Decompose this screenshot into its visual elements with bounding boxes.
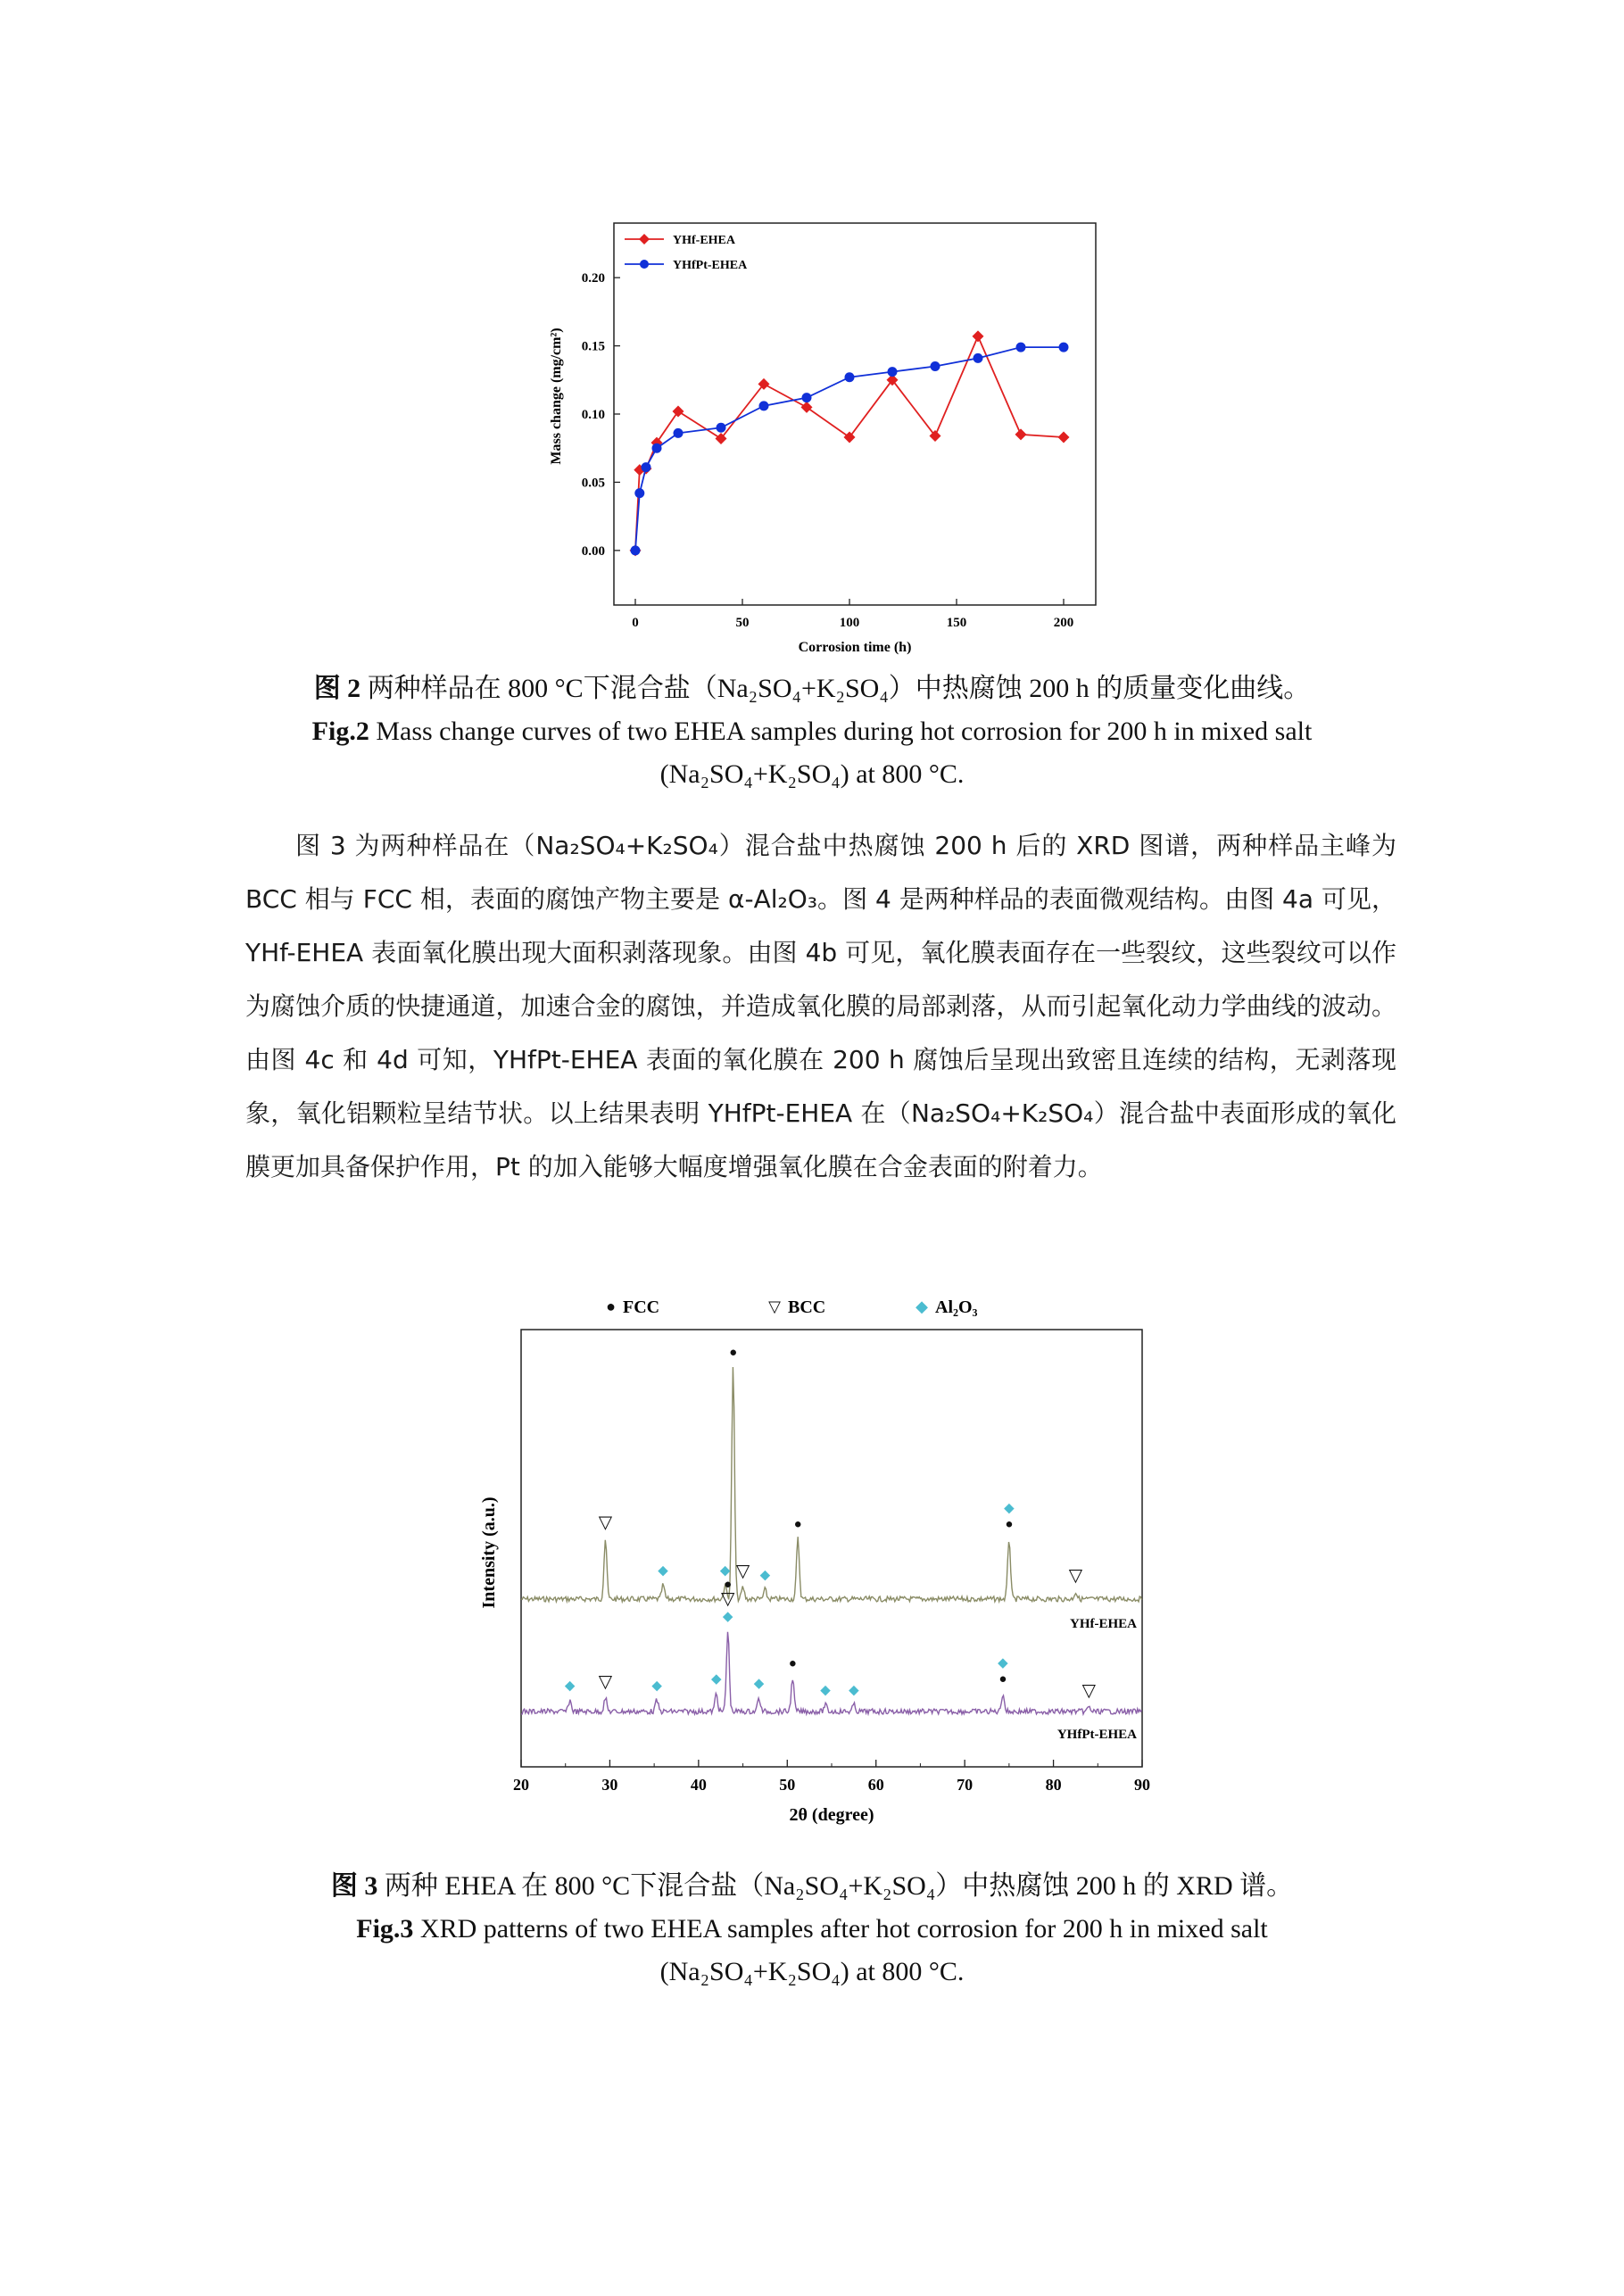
y-tick-label: 0.10: [581, 408, 605, 422]
data-point: [717, 423, 726, 433]
data-point: [642, 462, 651, 472]
phase-marker: ▽: [720, 1589, 735, 1609]
data-point: [1016, 343, 1026, 352]
x-tick-label: 50: [735, 616, 750, 630]
fig3-caption-en-line1: XRD patterns of two EHEA samples after hot corrosion for 200 h in mixed salt: [419, 1914, 1268, 1944]
x-tick-label: 30: [601, 1776, 618, 1794]
legend-label: Al₂O₃: [935, 1297, 978, 1317]
phase-marker: ▽: [1081, 1681, 1097, 1701]
xrd-chart: [464, 1285, 1178, 1856]
phase-marker: ◆: [849, 1683, 859, 1698]
data-point: [931, 361, 940, 371]
phase-marker: ◆: [710, 1672, 722, 1687]
data-point: [759, 401, 769, 410]
fig2-caption-cn-label: 图 2: [313, 674, 361, 703]
phase-marker: ▽: [598, 1672, 613, 1692]
data-point: [631, 545, 641, 555]
data-point: [673, 405, 684, 417]
legend-label: BCC: [788, 1297, 826, 1317]
data-point: [1058, 431, 1070, 443]
series-line: [635, 336, 1064, 551]
phase-marker: ▽: [735, 1562, 750, 1581]
body-paragraph: [245, 819, 1396, 1194]
y-axis-label: Mass change (mg/cm²): [549, 327, 564, 465]
data-point: [1015, 428, 1027, 440]
paragraph-text: 图 3 为两种样品在（Na₂SO₄+K₂SO₄）混合盐中热腐蚀 200 h 后的 XRD 图谱，两种样品主峰为 BCC 相与 FCC 相，表面的腐蚀产物主要是 α-Al₂O₃。图 4 是两种样品的表面微观结构。由图 4a 可见，YHf-EHEA 表面氧化膜出现大面积剥落现象。由图 4b 可见，氧化膜表面存在一些裂纹，这些裂纹可以作为腐蚀介质的快捷通道，加速合金的腐蚀，并造成氧化膜的局部剥落，从而引起氧化动力学曲线的波动。由图 4c 和 4d 可知，YHfPt-EHEA 表面的氧化膜在 200 h 腐蚀后呈现出致密且连续的结构，无剥落现象，氧化铝颗粒呈结节状。以上结果表明 YHfPt-EHEA 在（Na₂SO₄+K₂SO₄）混合盐中表面形成的氧化膜更加具备保护作用，Pt 的加入能够大幅度增强氧化膜在合金表面的附着力。: [245, 831, 1396, 1181]
x-tick-label: 100: [839, 616, 860, 630]
x-tick-label: 70: [957, 1776, 974, 1794]
fig3-caption-cn-label: 图 3: [330, 1871, 378, 1901]
phase-marker: ●: [793, 1517, 802, 1532]
phase-marker: ●: [724, 1578, 733, 1592]
legend-marker: [640, 260, 649, 269]
fig3-caption-cn-text: 两种 EHEA 在 800 °C下混合盐（Na₂SO₄+K₂SO₄）中热腐蚀 200 h 的 XRD 谱。: [384, 1871, 1294, 1901]
legend-label: YHf-EHEA: [673, 234, 735, 247]
y-tick-label: 0.00: [581, 543, 605, 559]
legend-marker: [639, 234, 650, 245]
phase-marker: ●: [729, 1346, 738, 1360]
phase-marker: ◆: [719, 1563, 731, 1579]
plot-frame: [614, 223, 1096, 605]
data-point: [974, 353, 983, 363]
data-point: [634, 488, 644, 498]
fig2-caption-cn: [0, 667, 1624, 710]
phase-marker: ◆: [658, 1563, 668, 1579]
data-point: [801, 402, 813, 413]
x-tick-label: 150: [946, 616, 967, 630]
data-point: [674, 428, 684, 438]
y-tick-label: 0.20: [581, 271, 605, 286]
mass-change-chart: [518, 205, 1124, 669]
phase-marker: ●: [998, 1672, 1007, 1687]
legend-symbol: ●: [606, 1297, 616, 1315]
phase-marker: ▽: [1068, 1566, 1083, 1587]
x-tick-label: 20: [513, 1776, 529, 1794]
phase-marker: ●: [1005, 1517, 1014, 1532]
phase-marker: ◆: [820, 1683, 831, 1698]
phase-marker: ◆: [722, 1610, 733, 1624]
data-point: [888, 367, 898, 377]
y-tick-label: 0.15: [581, 339, 605, 354]
fig2-caption-en-line1: Mass change curves of two EHEA samples during hot corrosion for 200 h in mixed salt: [376, 717, 1313, 746]
legend-label: FCC: [623, 1297, 660, 1317]
phase-marker: ◆: [753, 1677, 765, 1691]
x-tick-label: 40: [690, 1776, 707, 1794]
x-tick-label: 0: [632, 616, 639, 630]
pattern-label: YHf-EHEA: [1070, 1617, 1137, 1631]
plot-frame: [521, 1330, 1142, 1767]
phase-marker: ●: [788, 1656, 797, 1671]
phase-marker: ▽: [598, 1513, 613, 1533]
data-point: [845, 372, 855, 382]
x-tick-label: 60: [867, 1776, 884, 1794]
pattern-label: YHfPt-EHEA: [1056, 1728, 1137, 1742]
data-point: [802, 393, 812, 402]
data-point: [844, 431, 856, 443]
fig3-caption-en-line2: (Na₂SO₄+K₂SO₄) at 800 °C.: [659, 1957, 965, 1986]
data-point: [1059, 343, 1069, 352]
x-tick-label: 80: [1045, 1776, 1062, 1794]
fig2-caption-en: [0, 710, 1624, 753]
x-axis-label: Corrosion time (h): [798, 640, 912, 655]
x-tick-label: 90: [1134, 1776, 1150, 1794]
xrd-pattern: [521, 1367, 1142, 1602]
legend-label: YHfPt-EHEA: [673, 259, 748, 272]
fig3-caption-en: [0, 1908, 1624, 1951]
x-tick-label: 50: [779, 1776, 796, 1794]
fig3-caption-cn: [0, 1865, 1624, 1908]
fig3-caption-en-label: Fig.3: [356, 1914, 414, 1944]
x-axis-label: 2θ (degree): [789, 1805, 874, 1825]
xrd-pattern: [521, 1632, 1142, 1714]
fig2-caption-cn-text: 两种样品在 800 °C下混合盐（Na₂SO₄+K₂SO₄）中热腐蚀 200 h 的质量变化曲线。: [367, 674, 1311, 703]
legend-symbol: ◆: [916, 1297, 928, 1315]
phase-marker: ◆: [1004, 1501, 1015, 1516]
legend-symbol: ▽: [768, 1297, 781, 1315]
y-tick-label: 0.05: [581, 476, 605, 491]
phase-marker: ◆: [564, 1678, 576, 1694]
phase-marker: ◆: [759, 1568, 771, 1583]
x-tick-label: 200: [1053, 616, 1074, 630]
phase-marker: ◆: [998, 1656, 1008, 1670]
data-point: [973, 330, 984, 342]
fig2-caption-en-line2: (Na₂SO₄+K₂SO₄) at 800 °C.: [659, 759, 965, 789]
phase-marker: ◆: [651, 1678, 662, 1694]
fig2-caption-en-label: Fig.2: [311, 717, 369, 746]
data-point: [652, 443, 662, 453]
y-axis-label: Intensity (a.u.): [479, 1496, 499, 1609]
